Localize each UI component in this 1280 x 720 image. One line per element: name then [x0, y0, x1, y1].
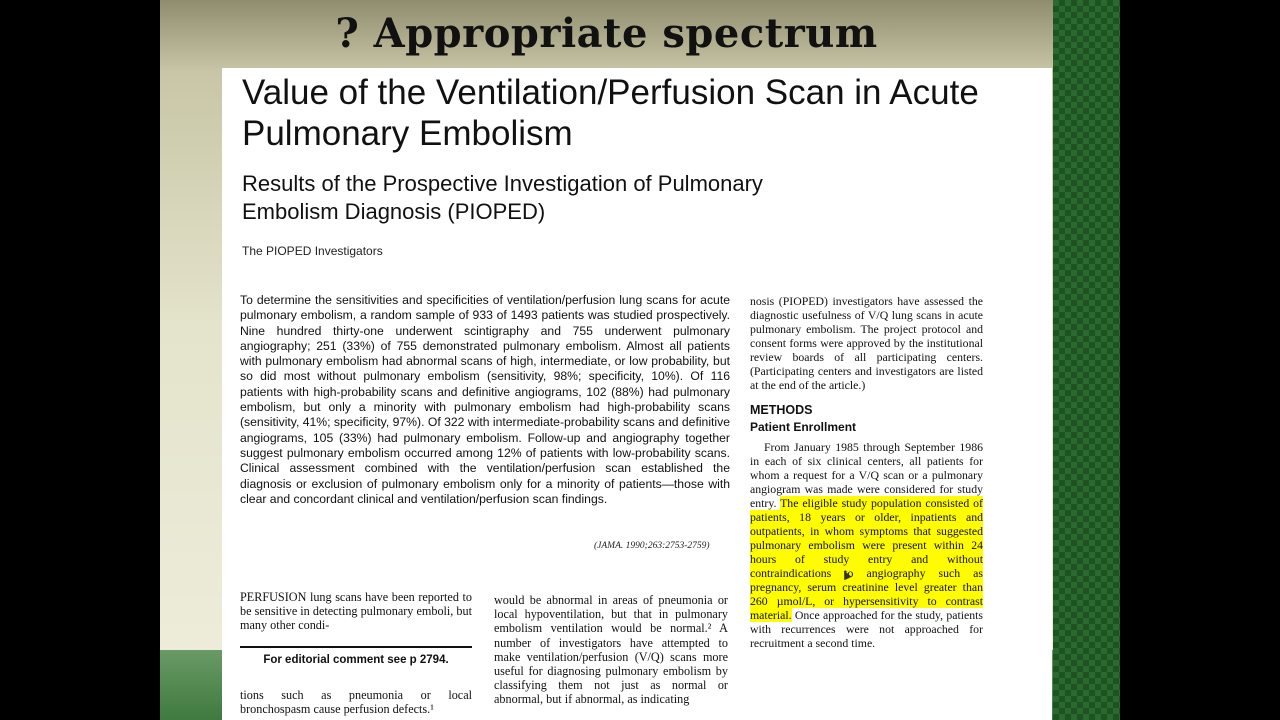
methods-heading: METHODS — [750, 403, 813, 417]
editorial-comment-note: For editorial comment see p 2794. — [240, 646, 472, 666]
enrollment-paragraph — [750, 440, 983, 650]
intro-paragraph: nosis (PIOPED) investigators have assessed the diagnostic usefulness of V/Q lung scans in acute pulmonary embolism. The project protocol and consent forms were approved by the institutional review boards of all participating centers. (Participating centers and investigators are listed at the end of the article.) — [750, 294, 983, 392]
highlighted-eligibility-text: The eligible study population consisted of patients, 18 years or older, inpatients and outpatients, in whom symptoms that suggested pulmonary embolism were present within 24 hours of study entry and without contraindications to angiography such as pregnancy, serum creatinine level greater than 260 µmol/L, or hypersensitivity to contrast material. — [750, 496, 983, 622]
citation: (JAMA. 1990;263:2753-2759) — [594, 541, 710, 551]
paper-subtitle: Results of the Prospective Investigation of Pulmonary Embolism Diagnosis (PIOPED) — [242, 171, 763, 224]
enrollment-heading: Patient Enrollment — [750, 420, 857, 434]
right-column — [750, 294, 983, 650]
slide-title: ? Appropriate spectrum — [335, 10, 878, 57]
body-column-1-continued: tions such as pneumonia or local bronchospasm cause perfusion defects.¹ — [240, 688, 472, 717]
body-column-1: PERFUSION lung scans have been reported to be sensitive in detecting pulmonary emboli, but many other condi- — [240, 590, 472, 633]
enrollment-text: From January 1985 through September 1986 in each of six clinical centers, all patients for whom a request for a V/Q scan or a pulmonary angiogram was made were considered for study entry. — [750, 440, 983, 510]
abstract: To determine the sensitivities and specificities of ventilation/perfusion lung scans for acute pulmonary embolism, a random sample of 933 of 1493 patients was studied prospectively. Nine hundred thirty-one underwent scintigraphy and 755 underwent pulmonary angiography; 251 (33%) of 755 demonstrated pulmonary embolism. Almost all patients with pulmonary embolism had abnormal scans of high, intermediate, or low probability, but so did most without pulmonary embolism (sensitivity, 98%; specificity, 10%). Of 116 patients with high-probability scans and definitive angiograms, 102 (88%) had pulmonary embolism, but only a minority with pulmonary embolism had high-probability scans (sensitivity, 41%; specificity, 97%). Of 322 with intermediate-probability scans and definitive angiograms, 105 (33%) had pulmonary embolism. Follow-up and angiography together suggest pulmonary embolism occurred among 12% of patients with low-probability scans. Clinical assessment combined with the ventilation/perfusion scan established the diagnosis or exclusion of pulmonary embolism only for a minority of patients—those with clear and concordant clinical and ventilation/perfusion scan findings. — [240, 293, 730, 506]
enrollment-tail: Once approached for the study, patients with recurrences were not approached for recruitment a second time. — [750, 608, 984, 650]
side-pattern — [1053, 0, 1120, 720]
slide — [160, 0, 1053, 720]
paper-title: Value of the Ventilation/Perfusion Scan in Acute Pulmonary Embolism — [242, 73, 979, 153]
body-column-2: would be abnormal in areas of pneumonia or local hypoventilation, but that in pulmonary embolism ventilation would be normal.² A number of investigators have attempted to make ventilation/perfusion (V/Q) scans more useful for diagnosing pulmonary embolism by classifying them not just as normal or abnormal, but if abnormal, as indicating — [494, 593, 728, 707]
paper-page — [222, 68, 1052, 720]
paper-authors: The PIOPED Investigators — [242, 244, 383, 258]
